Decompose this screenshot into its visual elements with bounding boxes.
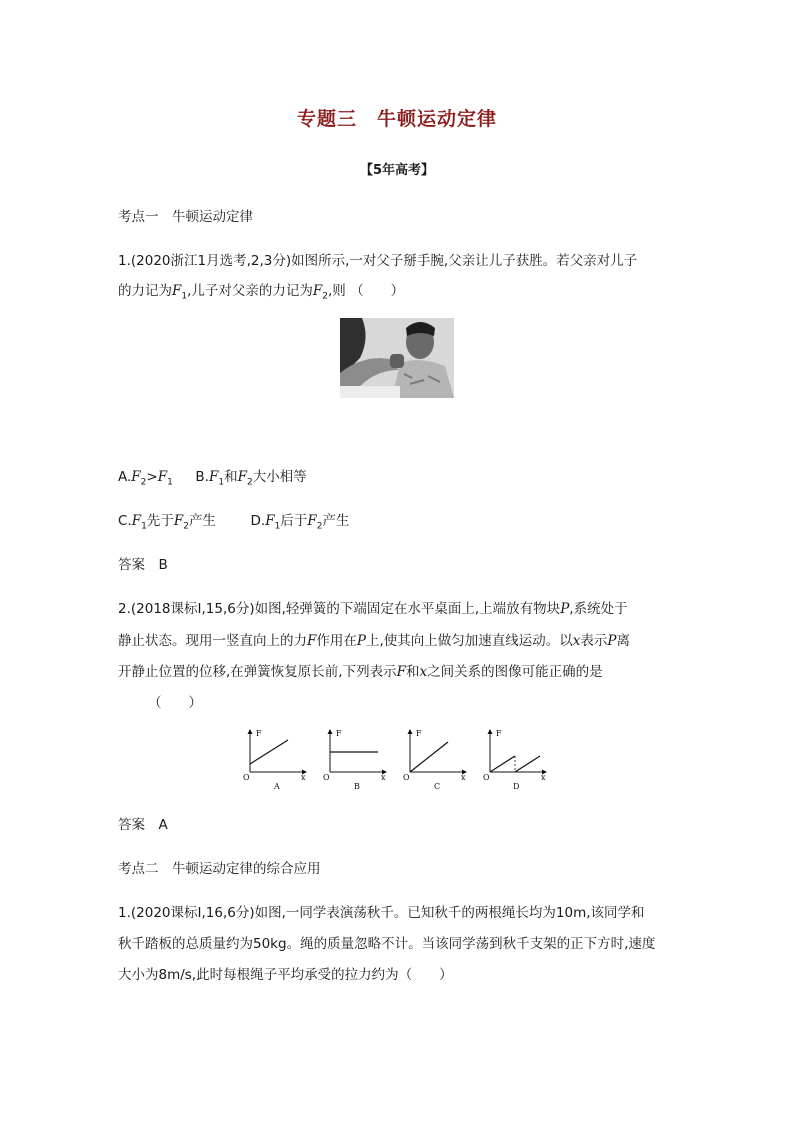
section-subtitle: 【5年高考】 bbox=[359, 163, 435, 178]
graph-c bbox=[403, 729, 466, 791]
topic-heading-2: 考点二 牛顿运动定律的综合应用 bbox=[118, 861, 321, 877]
graph-d-x-label: x bbox=[541, 773, 546, 782]
graph-c-x-label: x bbox=[461, 773, 466, 782]
q3-line-1: 1.(2020课标Ⅰ,16,6分)如图,一同学表演荡秋千。已知秋千的两根绳长均为10m,该同学和 bbox=[118, 905, 645, 921]
q2-line-1: 2.(2018课标Ⅰ,15,6分)如图,轻弹簧的下端固定在水平桌面上,上端放有物块P,系统处于 bbox=[118, 601, 628, 617]
graph-d-origin: O bbox=[483, 773, 490, 782]
graph-c-origin: O bbox=[403, 773, 410, 782]
graph-b bbox=[323, 729, 386, 791]
graph-b-y-label: F bbox=[336, 729, 342, 738]
q3-line-3: 大小为8m/s,此时每根绳子平均承受的拉力约为（ ） bbox=[118, 967, 453, 983]
graph-b-label: B bbox=[354, 782, 360, 791]
topic-heading-1: 考点一 牛顿运动定律 bbox=[118, 209, 253, 225]
arm-wrestling-illustration bbox=[340, 318, 454, 398]
graph-a bbox=[243, 729, 306, 791]
q1-line-1: 1.(2020浙江1月选考,2,3分)如图所示,一对父子掰手腕,父亲让儿子获胜。若父亲对儿子 bbox=[118, 253, 638, 269]
arm-wrestling-photo bbox=[340, 318, 454, 398]
q1-line-2: 的力记为$F_1$,儿子对父亲的力记为$F_2$,则 （ ） bbox=[118, 283, 405, 302]
q2-answer: 答案 A bbox=[118, 817, 168, 833]
graph-c-y-label: F bbox=[416, 729, 422, 738]
q2-bracket: （ ） bbox=[148, 695, 202, 711]
graph-d-y-label: F bbox=[496, 729, 502, 738]
q2-graph-options bbox=[240, 728, 560, 800]
graph-c-label: C bbox=[434, 782, 441, 791]
graph-d-label: D bbox=[513, 782, 520, 791]
q3-line-2: 秋千踏板的总质量约为50kg。绳的质量忽略不计。当该同学荡到秋千支架的正下方时,速度 bbox=[118, 936, 656, 952]
q1-answer: 答案 B bbox=[118, 557, 168, 573]
q2-line-2: 静止状态。现用一竖直向上的力F作用在P上,使其向上做匀加速直线运动。以x表示P离 bbox=[118, 633, 630, 649]
f-x-graphs bbox=[240, 728, 560, 800]
q1-options-ab: $A.F_2>F_1$ $B.F_1$和$F_2$大小相等 bbox=[118, 469, 307, 488]
page-title: 专题三 牛顿运动定律 bbox=[296, 108, 497, 130]
graph-a-y-label: F bbox=[256, 729, 262, 738]
q2-line-3: 开静止位置的位移,在弹簧恢复原长前,下列表示F和x之间关系的图像可能正确的是 bbox=[118, 664, 603, 680]
graph-b-origin: O bbox=[323, 773, 330, 782]
graph-a-x-label: x bbox=[301, 773, 306, 782]
graph-a-label: A bbox=[274, 782, 280, 791]
q1-options-cd: $C.F_1$先于$F_2$产生 $D.F_1$后于$F_2$产生 bbox=[118, 513, 350, 532]
graph-d bbox=[483, 729, 546, 791]
graph-b-x-label: x bbox=[381, 773, 386, 782]
graph-a-origin: O bbox=[243, 773, 250, 782]
